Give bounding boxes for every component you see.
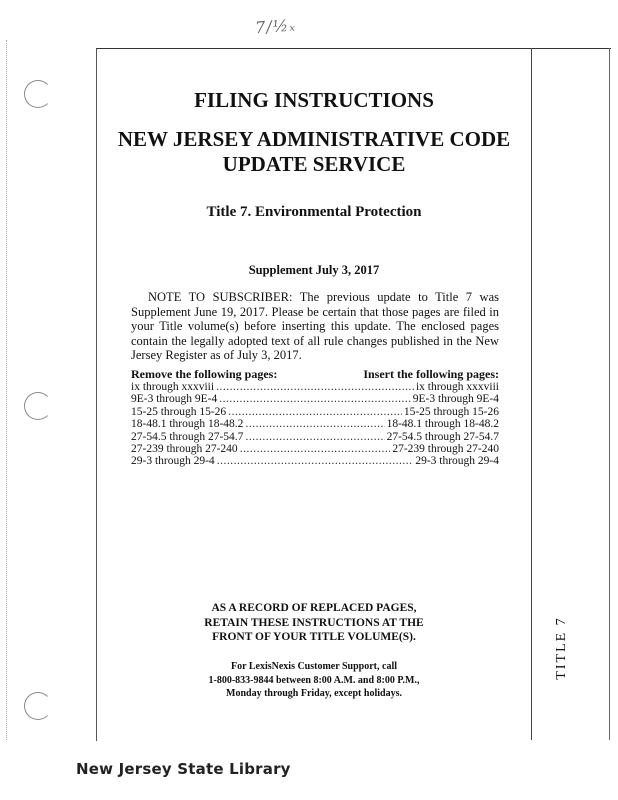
list-item — [131, 455, 499, 467]
insert-range: 27-239 through 27-240 — [392, 443, 499, 456]
margin-scan-marks — [6, 40, 9, 740]
record-line: FRONT OF YOUR TITLE VOLUME(S). — [212, 631, 416, 643]
record-instruction — [96, 601, 532, 645]
page-list-header — [131, 367, 499, 382]
insert-header: Insert the following pages: — [363, 367, 499, 381]
dot-leader — [240, 443, 391, 455]
list-item — [131, 393, 499, 405]
record-line: AS A RECORD OF REPLACED PAGES, — [211, 602, 417, 614]
remove-range: 27-54.5 through 27-54.7 — [131, 430, 244, 443]
punch-hole-top — [24, 80, 52, 108]
customer-support-info — [96, 660, 532, 701]
remove-range: 9E-3 through 9E-4 — [131, 393, 218, 406]
code-title-line2: UPDATE SERVICE — [222, 152, 406, 176]
punch-hole-middle — [24, 392, 52, 420]
handwritten-note: 7/½ₓ — [254, 13, 320, 38]
insert-range: 29-3 through 29-4 — [415, 455, 499, 468]
list-item — [131, 381, 499, 393]
dot-leader — [217, 455, 414, 467]
dot-leader — [216, 381, 414, 393]
insert-range: 18-48.1 through 18-48.2 — [386, 418, 499, 431]
dot-leader — [228, 406, 402, 418]
supplement-date: Supplement July 3, 2017 — [248, 263, 380, 277]
list-item — [131, 431, 499, 443]
title-subject: Title 7. Environmental Protection — [206, 204, 422, 220]
remove-header: Remove the following pages: — [131, 367, 278, 381]
dot-leader — [245, 418, 384, 430]
punch-hole-bottom — [24, 692, 52, 720]
support-line: Monday through Friday, except holidays. — [226, 688, 402, 699]
page-list — [131, 381, 499, 468]
filing-instructions-heading: FILING INSTRUCTIONS — [194, 88, 434, 112]
remove-range: 29-3 through 29-4 — [131, 455, 215, 468]
remove-range: 27-239 through 27-240 — [131, 443, 238, 456]
insert-range: 9E-3 through 9E-4 — [412, 393, 499, 406]
remove-range: 15-25 through 15-26 — [131, 405, 227, 418]
insert-range: 27-54.5 through 27-54.7 — [386, 430, 499, 443]
record-line: RETAIN THESE INSTRUCTIONS AT THE — [204, 616, 424, 629]
title-tab-label: TITLE 7 — [554, 616, 569, 680]
list-item — [131, 443, 499, 455]
dot-leader — [245, 431, 384, 443]
support-line: For LexisNexis Customer Support, call — [230, 661, 397, 672]
support-line: 1-800-833-9844 between 8:00 A.M. and 8:00 P.M., — [208, 674, 420, 686]
dot-leader — [219, 393, 411, 405]
remove-range: ix through xxxviii — [131, 381, 215, 393]
tab-strip-edge — [609, 48, 610, 740]
list-item — [131, 418, 499, 430]
list-item — [131, 406, 499, 418]
remove-range: 18-48.1 through 18-48.2 — [131, 418, 244, 431]
insert-range: ix through xxxviii — [415, 381, 499, 393]
insert-range: 15-25 through 15-26 — [403, 405, 499, 418]
subscriber-note: NOTE TO SUBSCRIBER: The previous update to Title 7 was Supplement June 19, 2017. Please be certain that those pages are filed in your Title volume(s) before inserting this update. The enclosed pages contain the legally adopted text of all rule changes published in the New Jersey Register as of July 3, 2017. — [131, 290, 499, 362]
code-title-line1: NEW JERSEY ADMINISTRATIVE CODE — [117, 127, 511, 151]
library-stamp: New Jersey State Library — [76, 760, 291, 778]
